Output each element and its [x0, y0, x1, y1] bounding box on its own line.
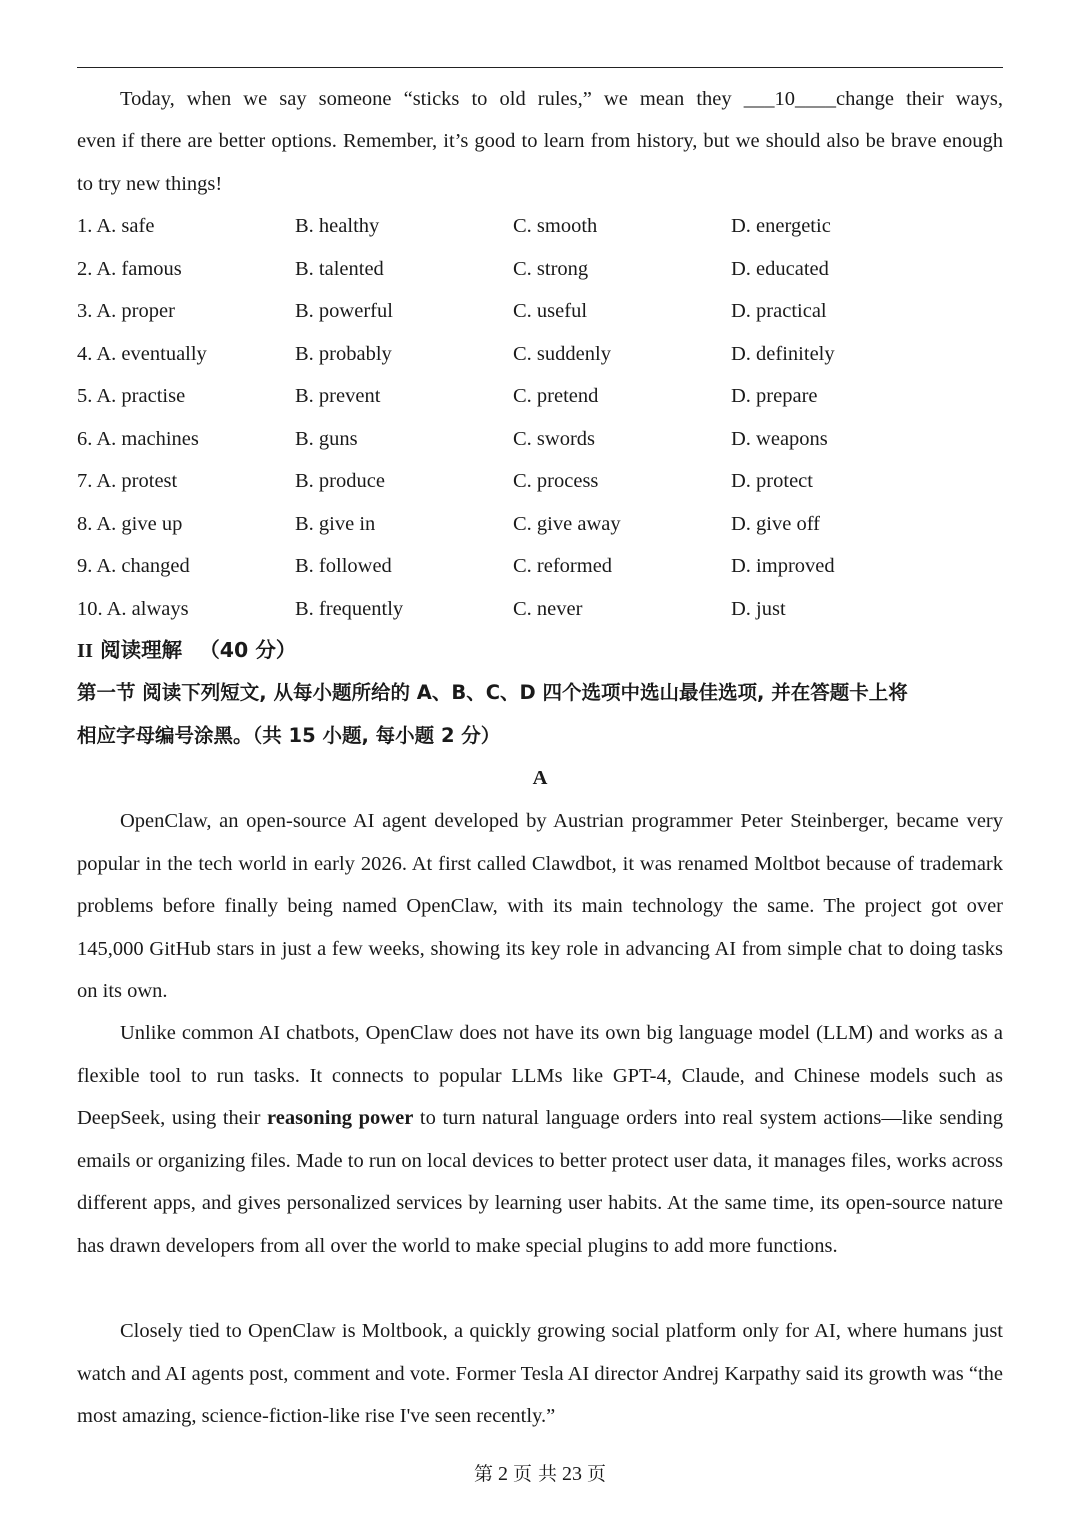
option-b: B. produce [295, 470, 385, 492]
option-d: D. definitely [731, 342, 835, 365]
option-d: D. educated [731, 257, 829, 280]
option-c: C. swords [513, 427, 596, 450]
option-b: B. prevent [295, 385, 381, 407]
option-c: C. pretend [513, 385, 599, 407]
option-d: D. prepare [731, 385, 818, 407]
option-c: C. reformed [513, 555, 613, 577]
option-a: 7. A. protest [77, 470, 178, 492]
passage-paragraph-2 [77, 1012, 1003, 1267]
paragraph-2-text-continued: to turn natural language orders into real system actions—like sending emails or organizing files. Made to run on local devices to better protect user data, it manages files, works across different apps, and gives personalized services by learning user habits. At the same time, its open-source nature has drawn developers from all over the world to make special plugins to add more functions. [77, 1107, 1003, 1257]
cloze-options [77, 205, 1003, 630]
option-b: B. frequently [295, 597, 404, 620]
option-a: 4. A. eventually [77, 342, 207, 365]
option-row [77, 545, 1003, 588]
option-c: C. useful [513, 300, 588, 322]
blank-number: 10 [774, 88, 795, 110]
passage-paragraph-3: Closely tied to OpenClaw is Moltbook, a quickly growing social platform only for AI, where humans just watch and AI agents post, comment and vote. Former Tesla AI director Andrej Karpathy said its growth was “the most amazing, science-fiction-like rise I've seen recently.” [77, 1320, 1003, 1427]
option-a: 8. A. give up [77, 512, 183, 535]
option-a: 3. A. proper [77, 300, 175, 322]
cloze-line-1 [77, 78, 1003, 121]
option-a: 9. A. changed [77, 555, 190, 577]
option-d: D. just [731, 597, 786, 620]
section-points: （40 分） [199, 638, 297, 662]
option-a: 1. A. safe [77, 215, 155, 237]
total-pages: 23 [562, 1463, 583, 1485]
option-row [77, 375, 1003, 418]
passage-letter: A [532, 767, 548, 789]
option-a: 6. A. machines [77, 427, 199, 450]
option-d: D. practical [731, 300, 827, 322]
option-c: C. never [513, 597, 583, 620]
option-b: B. healthy [295, 215, 380, 237]
footer-suffix: 页 [587, 1463, 607, 1485]
instructions-line-1: 第一节 阅读下列短文, 从每小题所给的 A、B、C、D 四个选项中选山最佳选项, 并在答题卡上将 [77, 681, 908, 704]
paragraph-2-text: Unlike common AI chatbots, OpenClaw does not have its own big language model (LLM) and works as a flexible tool to run tasks. It connects to popular LLMs like GPT-4, Claude, and Chinese models such as DeepSeek, using their [77, 1022, 1003, 1129]
option-row [77, 588, 1003, 631]
cloze-text-after-blank: ____change their ways, [794, 88, 1004, 110]
cloze-closing-rest: even if there are better options. Remember, it’s good to learn from history, but we should also be brave enough to try new things! [77, 130, 1003, 195]
option-row [77, 418, 1003, 461]
option-d: D. improved [731, 555, 835, 577]
header-rule [77, 67, 1003, 68]
option-a: 10. A. always [77, 597, 189, 620]
option-row [77, 333, 1003, 376]
option-b: B. powerful [295, 300, 393, 322]
option-row [77, 248, 1003, 291]
option-c: C. smooth [513, 215, 598, 237]
option-d: D. energetic [731, 215, 831, 237]
option-c: C. suddenly [513, 342, 611, 365]
option-d: D. protect [731, 470, 813, 492]
cloze-text-before-blank: Today, when we say someone “sticks to old rules,” we mean they ___ [120, 88, 775, 110]
option-row [77, 205, 1003, 248]
option-c: C. strong [513, 257, 589, 280]
section-title: 阅读理解 [100, 638, 183, 662]
section-heading [77, 629, 296, 673]
page-footer [0, 1456, 1080, 1492]
option-b: B. followed [295, 555, 392, 577]
footer-prefix: 第 [473, 1463, 493, 1485]
option-a: 5. A. practise [77, 385, 186, 407]
section-number: II [77, 640, 93, 662]
option-c: C. give away [513, 512, 621, 535]
option-a: 2. A. famous [77, 257, 182, 280]
instructions-line-2: 相应字母编号涂黑。（共 15 小题, 每小题 2 分） [77, 723, 501, 747]
page-number: 2 [497, 1463, 508, 1485]
option-row [77, 460, 1003, 503]
option-b: B. guns [295, 427, 358, 450]
passage-paragraph-1: OpenClaw, an open-source AI agent developed by Austrian programmer Peter Steinberger, became very popular in the tech world in early 2026. At first called Clawdbot, it was renamed Moltbot because of trademark problems before finally being named OpenClaw, with its main technology the same. The project got over 145,000 GitHub stars in just a few weeks, showing its key role in advancing AI from simple chat to doing tasks on its own. [77, 810, 1003, 1002]
bold-phrase: reasoning power [267, 1107, 414, 1129]
footer-middle: 页 共 [512, 1463, 558, 1485]
cloze-closing-paragraph [77, 78, 1003, 121]
option-d: D. weapons [731, 427, 828, 450]
option-c: C. process [513, 470, 599, 492]
option-b: B. talented [295, 257, 384, 280]
option-b: B. give in [295, 512, 376, 535]
option-b: B. probably [295, 342, 392, 365]
option-d: D. give off [731, 512, 821, 535]
reading-instructions [77, 672, 1003, 757]
option-row [77, 503, 1003, 546]
option-row [77, 290, 1003, 333]
